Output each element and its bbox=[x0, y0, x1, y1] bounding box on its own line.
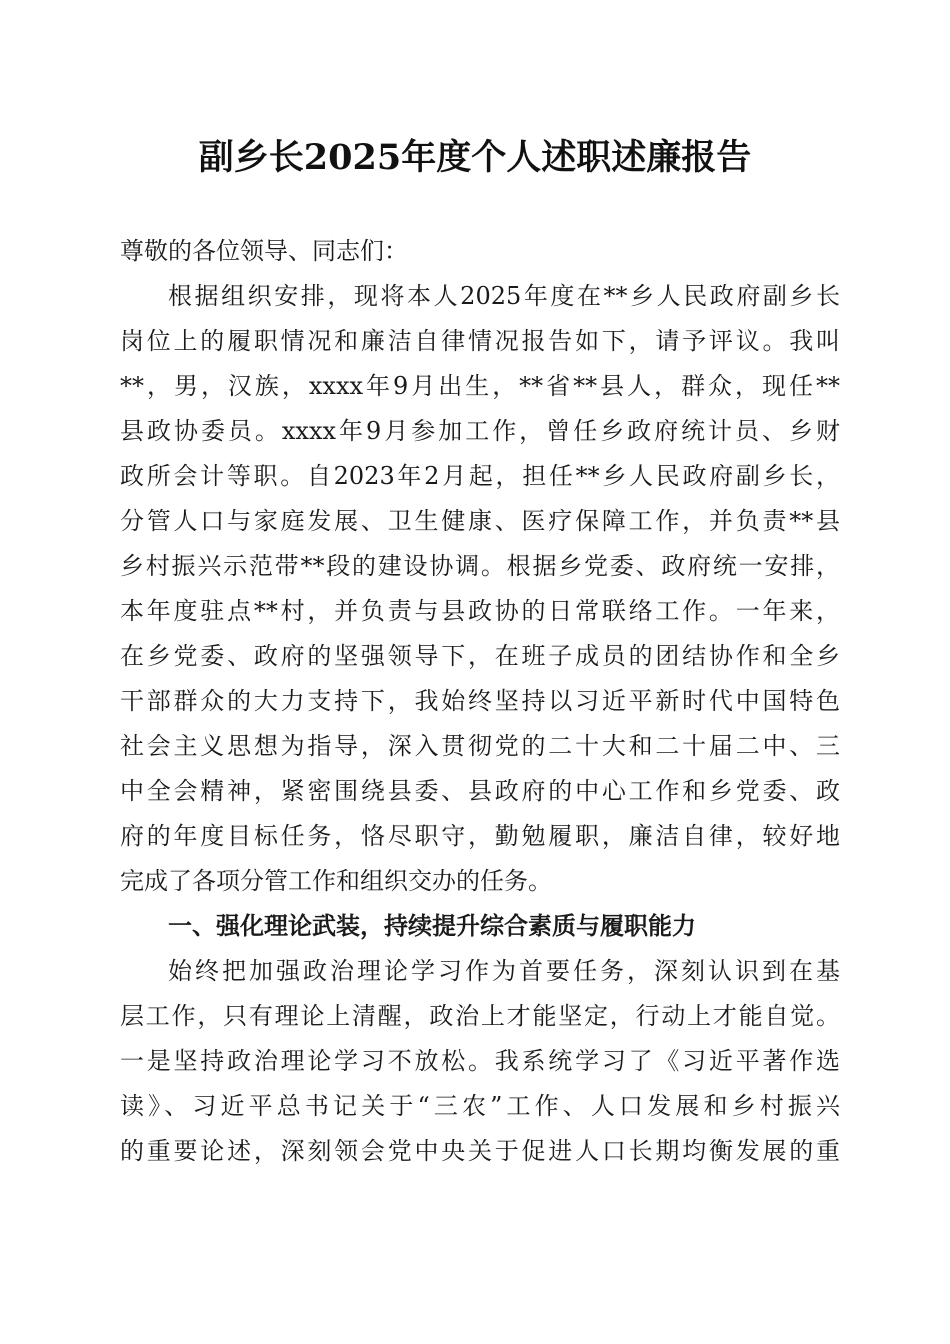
paragraph-line: 分管人口与家庭发展、卫生健康、医疗保障工作，并负责**县 bbox=[120, 507, 840, 535]
paragraph-line: 政所会计等职。自2023年2月起，担任**乡人民政府副乡长， bbox=[120, 462, 840, 490]
paragraph-line: 完成了各项分管工作和组织交办的任务。 bbox=[120, 867, 552, 895]
section-heading: 一、强化理论武装，持续提升综合素质与履职能力 bbox=[168, 912, 696, 940]
paragraph-line: **，男，汉族，xxxx年9月出生，**省**县人，群众，现任** bbox=[120, 372, 840, 400]
paragraph-line: 层工作，只有理论上清醒，政治上才能坚定，行动上才能自觉。 bbox=[120, 1002, 840, 1030]
paragraph-intro bbox=[120, 274, 840, 904]
paragraph-line: 本年度驻点**村，并负责与县政协的日常联络工作。一年来， bbox=[120, 597, 840, 625]
paragraph-line: 县政协委员。xxxx年9月参加工作，曾任乡政府统计员、乡财 bbox=[120, 417, 840, 445]
paragraph-line: 在乡党委、政府的坚强领导下，在班子成员的团结协作和全乡 bbox=[120, 642, 840, 670]
paragraph-line: 乡村振兴示范带**段的建设协调。根据乡党委、政府统一安排， bbox=[120, 552, 840, 580]
paragraph-line: 读》、习近平总书记关于“三农”工作、人口发展和乡村振兴 bbox=[120, 1092, 840, 1120]
paragraph-line: 中全会精神，紧密围绕县委、县政府的中心工作和乡党委、政 bbox=[120, 777, 840, 805]
paragraph-line: 根据组织安排，现将本人2025年度在**乡人民政府副乡长 bbox=[168, 282, 840, 310]
paragraph-line: 一是坚持政治理论学习不放松。我系统学习了《习近平著作选 bbox=[120, 1047, 840, 1075]
document-title: 副乡长2025年度个人述职述廉报告 bbox=[198, 137, 752, 178]
paragraph-line: 府的年度目标任务，恪尽职守，勤勉履职，廉洁自律，较好地 bbox=[120, 822, 840, 850]
paragraph-line: 始终把加强政治理论学习作为首要任务，深刻认识到在基 bbox=[168, 957, 840, 985]
paragraph-line: 的重要论述，深刻领会党中央关于促进人口长期均衡发展的重 bbox=[120, 1137, 840, 1165]
paragraph-line: 社会主义思想为指导，深入贯彻党的二十大和二十届二中、三 bbox=[120, 732, 840, 760]
paragraph-line: 干部群众的大力支持下，我始终坚持以习近平新时代中国特色 bbox=[120, 687, 840, 715]
paragraph-section-1 bbox=[120, 949, 840, 1174]
document-body bbox=[120, 229, 840, 1174]
paragraph-line: 岗位上的履职情况和廉洁自律情况报告如下，请予评议。我叫 bbox=[120, 327, 840, 355]
salutation: 尊敬的各位领导、同志们： bbox=[120, 237, 408, 265]
